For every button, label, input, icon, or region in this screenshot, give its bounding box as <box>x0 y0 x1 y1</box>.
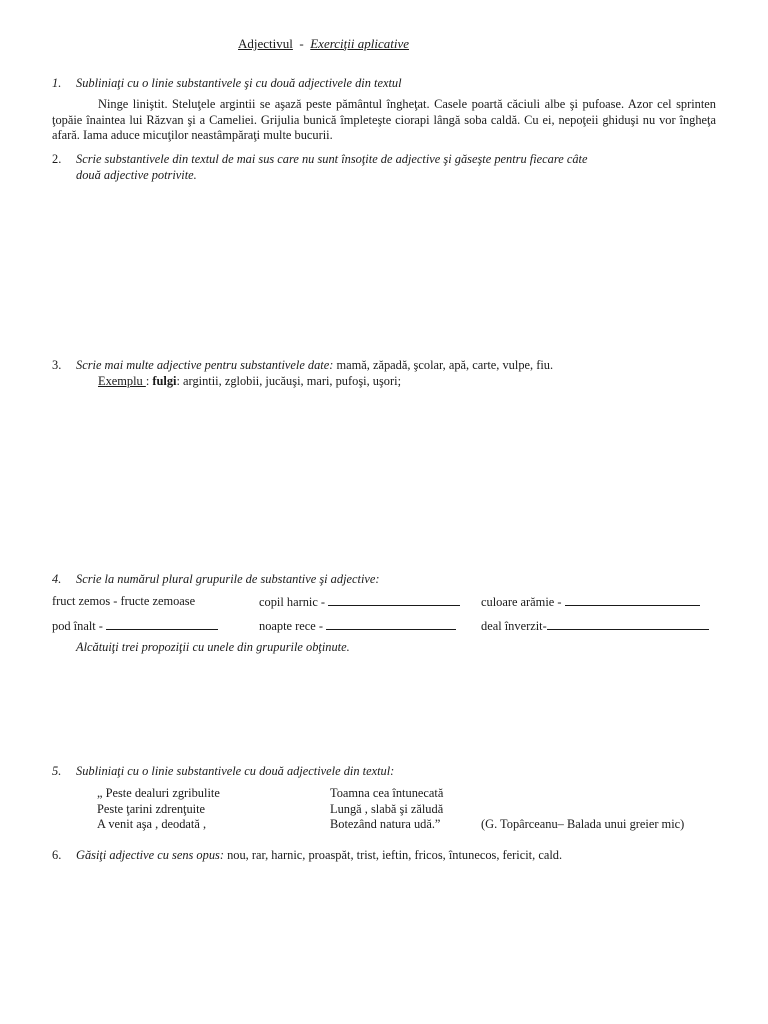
exercise-3-number: 3. <box>52 358 62 372</box>
exercise-5-number: 5. <box>52 764 62 778</box>
exercise-4-instruction <box>52 572 380 588</box>
answer-blank[interactable] <box>326 618 456 630</box>
row1-col1: fruct zemos - fructe zemoase <box>52 594 196 608</box>
answer-blank[interactable] <box>547 618 709 630</box>
poem-line: A venit aşa , deodată , <box>97 817 207 831</box>
row1-col3-label: culoare arămie - <box>481 595 565 609</box>
title-subtitle: Exerciţii aplicative <box>310 36 410 51</box>
exercise-6-number: 6. <box>52 848 62 862</box>
page-title <box>238 36 409 52</box>
row2-col1-label: pod înalt - <box>52 619 107 633</box>
exercise-2-number: 2. <box>52 152 62 166</box>
example-label: Exemplu <box>98 374 146 388</box>
exercise-6-text: Găsiţi adjective cu sens opus: <box>76 848 224 862</box>
poem-line: „ Peste dealuri zgribulite <box>97 786 220 800</box>
exercise-2-instruction <box>52 152 587 183</box>
poem-line: Toamna cea întunecată <box>330 786 444 800</box>
exercise-1-passage: Ninge liniştit. Steluţele argintii se aşază peste pământul îngheţat. Casele poartă căciuli albe şi pufoase. Azor cel sprinten ţopăie înaintea lui Răzvan şi a Cameliei. Grijulia bunică împleteşte ciorapi lângă soba caldă. Cu ei, nepoţeii ghiduşi nu vor îngheţa afară. Iama aduce micuţilor neastâmpăraţi multe bucurii. <box>52 97 716 142</box>
row1-col2 <box>259 594 460 611</box>
answer-blank[interactable] <box>106 618 218 630</box>
exercise-6-words: nou, rar, harnic, proaspăt, trist, ieftin, fricos, întunecos, fericit, cald. <box>227 848 563 862</box>
row2-col1 <box>52 618 218 635</box>
answer-blank[interactable] <box>328 594 460 606</box>
title-main: Adjectivul <box>238 36 293 51</box>
row2-col3 <box>481 618 709 635</box>
exercise-1-text: Subliniaţi cu o linie substantivele şi cu două adjectivele din textul <box>76 76 402 90</box>
example-adjectives: : argintii, zglobii, jucăuşi, mari, pufoşi, uşori; <box>176 374 402 388</box>
exercise-4-text: Scrie la numărul plural grupurile de substantive şi adjective: <box>76 572 380 586</box>
exercise-3-text: Scrie mai multe adjective pentru substantivele date: <box>76 358 334 372</box>
answer-blank[interactable] <box>565 594 700 606</box>
example-word: fulgi <box>152 374 177 388</box>
exercise-3-instruction <box>52 358 553 374</box>
poem-right-column <box>330 786 443 833</box>
exercise-1-instruction <box>52 76 402 92</box>
poem-line: Lungă , slabă şi zăludă <box>330 801 444 816</box>
row2-col2 <box>259 618 456 635</box>
exercise-5-instruction <box>52 764 394 780</box>
title-separator: - <box>299 36 304 51</box>
row2-col2-label: noapte rece - <box>259 619 327 633</box>
poem-source: (G. Topârceanu– Balada unui greier mic) <box>481 817 685 831</box>
example-colon: : <box>145 374 150 388</box>
row1-col3 <box>481 594 700 611</box>
exercise-6-instruction <box>52 848 562 864</box>
poem-line: Peste ţarini zdrenţuite <box>97 801 206 816</box>
exercise-4-number: 4. <box>52 572 62 586</box>
exercise-5-text: Subliniaţi cu o linie substantivele cu două adjectivele din textul: <box>76 764 395 778</box>
poem-line: Botezând natura udă.” <box>330 817 441 831</box>
exercise-1-number: 1. <box>52 76 62 90</box>
poem-left-column <box>97 786 220 833</box>
exercise-3-example <box>98 374 401 390</box>
row2-col3-label: deal înverzit- <box>481 619 547 633</box>
exercise-2-line2: două adjective potrivite. <box>76 167 197 182</box>
exercise-4-task: Alcătuiţi trei propoziţii cu unele din grupurile obţinute. <box>76 640 350 654</box>
exercise-3-words: mamă, zăpadă, şcolar, apă, carte, vulpe, fiu. <box>336 358 554 372</box>
row1-col2-label: copil harnic - <box>259 595 329 609</box>
exercise-2-line1: Scrie substantivele din textul de mai sus care nu sunt însoţite de adjective şi găseşte pentru fiecare câte <box>76 152 588 166</box>
